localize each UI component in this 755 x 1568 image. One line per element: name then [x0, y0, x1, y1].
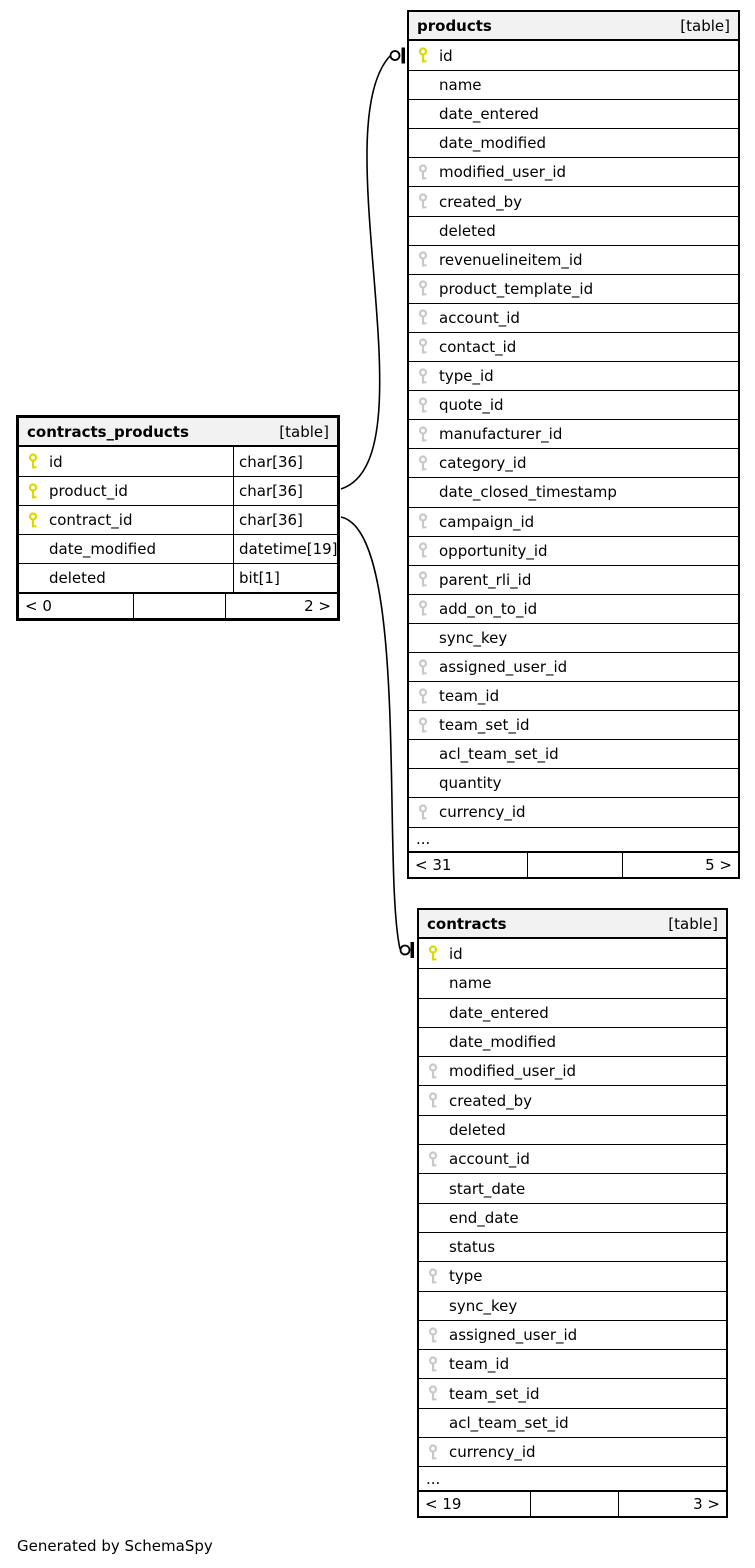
column-row-acl_team_set_id	[419, 1408, 726, 1437]
foreign-key-icon	[409, 717, 439, 734]
column-name: type	[449, 1267, 483, 1286]
parents-count: 5 >	[705, 855, 732, 874]
column-row-deleted	[409, 216, 738, 245]
foreign-key-icon	[409, 804, 439, 821]
table-title[interactable]: contracts	[427, 914, 507, 933]
primary-key-icon	[419, 945, 449, 962]
table-type-badge: [table]	[279, 422, 329, 441]
fk-line-product-id-to-products	[341, 56, 390, 489]
column-name: date_modified	[439, 134, 546, 153]
column-row-currency_id	[419, 1437, 726, 1466]
column-type: bit[1]	[233, 564, 337, 592]
column-name: assigned_user_id	[439, 658, 568, 677]
column-row-team_set_id	[409, 710, 738, 739]
column-row-add_on_to_id	[409, 594, 738, 623]
column-name: product_id	[49, 482, 128, 500]
table-products-footer	[409, 851, 738, 877]
children-count: < 0	[25, 597, 52, 615]
column-name: date_entered	[449, 1003, 549, 1022]
column-row-modified_user_id	[409, 157, 738, 186]
column-row-parent_rli_id	[409, 565, 738, 594]
foreign-key-icon	[409, 251, 439, 268]
column-row-type_id	[409, 361, 738, 390]
primary-key-icon	[409, 47, 439, 64]
column-row-product_template_id	[409, 274, 738, 303]
column-row-assigned_user_id	[409, 652, 738, 681]
column-row-account_id	[419, 1144, 726, 1173]
foreign-key-icon	[409, 397, 439, 414]
foreign-key-icon	[409, 571, 439, 588]
column-name: opportunity_id	[439, 541, 548, 560]
column-row-revenuelineitem_id	[409, 245, 738, 274]
table-contracts-products[interactable]	[16, 415, 340, 621]
column-name: deleted	[449, 1120, 506, 1139]
primary-key-icon	[19, 483, 49, 500]
table-contracts-footer	[419, 1490, 726, 1516]
column-row-deleted	[419, 1115, 726, 1144]
column-row-date_modified	[409, 128, 738, 157]
column-name: start_date	[449, 1179, 526, 1198]
column-row-quote_id	[409, 390, 738, 419]
column-row-created_by	[419, 1085, 726, 1114]
table-contracts-products-footer	[19, 592, 337, 618]
table-contracts[interactable]	[417, 908, 728, 1518]
column-row-manufacturer_id	[409, 419, 738, 448]
column-name: date_closed_timestamp	[439, 483, 617, 502]
column-name: currency_id	[449, 1443, 536, 1462]
footer-spacer	[133, 594, 225, 618]
primary-key-icon	[19, 512, 49, 529]
column-name: created_by	[439, 192, 523, 211]
column-name: team_set_id	[439, 716, 530, 735]
foreign-key-icon	[419, 1092, 449, 1109]
column-row-date_entered	[419, 998, 726, 1027]
column-name: account_id	[449, 1150, 530, 1169]
column-row-end_date	[419, 1203, 726, 1232]
column-name: name	[439, 76, 482, 95]
footer-spacer	[530, 1492, 619, 1516]
children-count: < 19	[425, 1495, 462, 1514]
column-row-sync_key	[409, 623, 738, 652]
column-name: contract_id	[49, 511, 133, 529]
column-row-date_closed_timestamp	[409, 477, 738, 506]
foreign-key-icon	[409, 309, 439, 326]
column-type: char[36]	[233, 477, 337, 505]
column-row-contract_id	[19, 505, 337, 534]
foreign-key-icon	[409, 368, 439, 385]
column-row-quantity	[409, 768, 738, 797]
column-row-date_entered	[409, 99, 738, 128]
table-title[interactable]: contracts_products	[27, 422, 189, 441]
column-row-name	[409, 70, 738, 99]
more-columns-ellipsis: ...	[419, 1466, 726, 1490]
column-row-campaign_id	[409, 507, 738, 536]
foreign-key-icon	[409, 659, 439, 676]
column-row-sync_key	[419, 1291, 726, 1320]
column-type: char[36]	[233, 447, 337, 476]
generated-by-note: Generated by SchemaSpy	[17, 1537, 213, 1555]
column-row-created_by	[409, 186, 738, 215]
primary-key-icon	[19, 453, 49, 470]
column-name: quantity	[439, 774, 502, 793]
column-row-team_set_id	[419, 1378, 726, 1407]
column-row-date_modified	[419, 1027, 726, 1056]
foreign-key-icon	[419, 1063, 449, 1080]
column-name: acl_team_set_id	[449, 1413, 569, 1432]
column-row-category_id	[409, 448, 738, 477]
column-name: sync_key	[439, 628, 508, 647]
column-name: deleted	[439, 221, 496, 240]
table-products-header	[409, 12, 738, 41]
column-row-name	[419, 968, 726, 997]
column-name: account_id	[439, 308, 520, 327]
column-name: team_id	[449, 1355, 510, 1374]
column-row-deleted	[19, 563, 337, 592]
column-name: end_date	[449, 1208, 519, 1227]
column-row-id	[419, 939, 726, 968]
foreign-key-icon	[419, 1385, 449, 1402]
parents-count: 3 >	[693, 1495, 720, 1514]
column-row-team_id	[409, 681, 738, 710]
column-row-opportunity_id	[409, 536, 738, 565]
column-row-acl_team_set_id	[409, 739, 738, 768]
column-name: campaign_id	[439, 512, 535, 531]
foreign-key-icon	[419, 1327, 449, 1344]
column-row-product_id	[19, 476, 337, 505]
column-name: deleted	[49, 569, 106, 587]
column-name: team_id	[439, 687, 500, 706]
column-row-modified_user_id	[419, 1056, 726, 1085]
one-cardinality-bar-products	[402, 48, 406, 64]
column-type: datetime[19]	[233, 535, 338, 563]
fk-line-contract-id-to-contracts	[341, 517, 400, 949]
one-cardinality-circle-products	[391, 51, 400, 60]
column-row-start_date	[419, 1173, 726, 1202]
foreign-key-icon	[419, 1151, 449, 1168]
table-contracts-products-header	[19, 418, 337, 447]
column-name: type_id	[439, 367, 494, 386]
column-name: status	[449, 1238, 496, 1257]
foreign-key-icon	[409, 164, 439, 181]
one-cardinality-bar-contracts	[411, 942, 415, 958]
parents-count: 2 >	[304, 597, 331, 615]
column-name: currency_id	[439, 803, 526, 822]
column-row-assigned_user_id	[419, 1320, 726, 1349]
foreign-key-icon	[419, 1268, 449, 1285]
foreign-key-icon	[409, 338, 439, 355]
column-name: manufacturer_id	[439, 425, 563, 444]
column-name: date_entered	[439, 105, 539, 124]
foreign-key-icon	[409, 193, 439, 210]
column-row-id	[409, 41, 738, 70]
column-name: sync_key	[449, 1296, 518, 1315]
table-contracts-header	[419, 910, 726, 939]
column-name: category_id	[439, 454, 527, 473]
column-name: created_by	[449, 1091, 533, 1110]
table-type-badge: [table]	[668, 914, 718, 933]
column-name: id	[449, 944, 463, 963]
foreign-key-icon	[409, 542, 439, 559]
column-name: revenuelineitem_id	[439, 250, 583, 269]
foreign-key-icon	[409, 280, 439, 297]
footer-spacer	[527, 853, 622, 877]
column-row-status	[419, 1232, 726, 1261]
table-title[interactable]: products	[417, 16, 492, 35]
column-name: date_modified	[49, 540, 156, 558]
column-name: id	[49, 452, 63, 471]
column-name: modified_user_id	[439, 163, 567, 182]
column-name: name	[449, 974, 492, 993]
column-name: contact_id	[439, 337, 517, 356]
column-name: modified_user_id	[449, 1062, 577, 1081]
column-row-id	[19, 447, 337, 476]
foreign-key-icon	[419, 1356, 449, 1373]
more-columns-ellipsis: ...	[409, 827, 738, 851]
column-row-date_modified	[19, 534, 337, 563]
foreign-key-icon	[409, 600, 439, 617]
foreign-key-icon	[409, 688, 439, 705]
column-name: id	[439, 46, 453, 65]
children-count: < 31	[415, 855, 452, 874]
foreign-key-icon	[409, 455, 439, 472]
column-name: product_template_id	[439, 279, 594, 298]
column-name: acl_team_set_id	[439, 745, 559, 764]
table-type-badge: [table]	[680, 16, 730, 35]
column-name: quote_id	[439, 396, 504, 415]
column-name: date_modified	[449, 1033, 556, 1052]
column-row-team_id	[419, 1349, 726, 1378]
column-type: char[36]	[233, 506, 337, 534]
foreign-key-icon	[409, 426, 439, 443]
table-products[interactable]	[407, 10, 740, 879]
column-name: add_on_to_id	[439, 599, 538, 618]
column-row-account_id	[409, 303, 738, 332]
column-row-currency_id	[409, 797, 738, 826]
column-name: assigned_user_id	[449, 1326, 578, 1344]
one-cardinality-circle-contracts	[401, 946, 410, 955]
column-name: parent_rli_id	[439, 570, 532, 589]
column-row-type	[419, 1261, 726, 1290]
column-row-contact_id	[409, 332, 738, 361]
foreign-key-icon	[409, 513, 439, 530]
foreign-key-icon	[419, 1444, 449, 1461]
column-name: team_set_id	[449, 1384, 540, 1403]
